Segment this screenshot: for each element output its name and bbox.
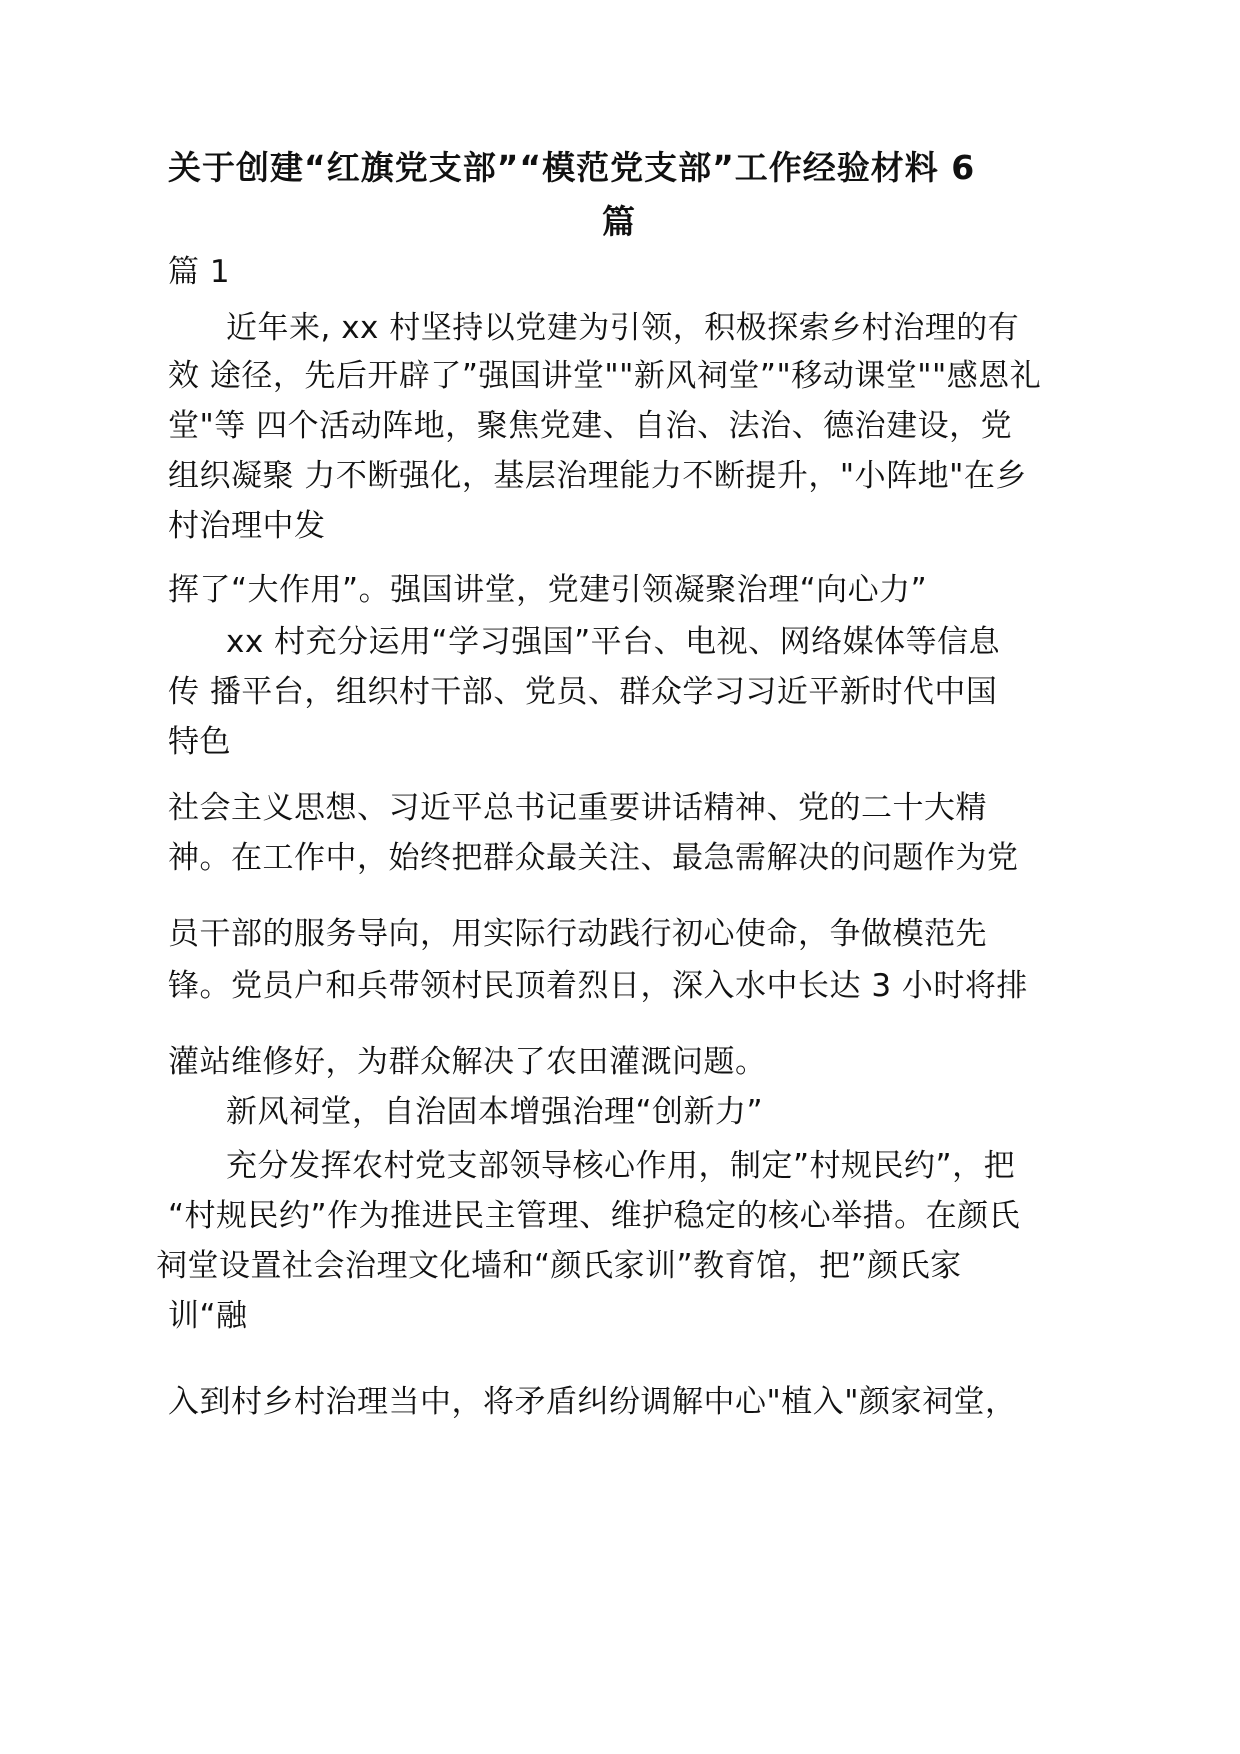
section-label: 篇 1 [168,254,231,290]
document-title-line-1: 关于创建“红旗党支部”“模范党支部”工作经验材料 6 [168,148,976,187]
paragraph-line: “村规民约”作为推进民主管理、维护稳定的核心举措。在颜氏 [168,1198,1021,1234]
paragraph-line: 灌站维修好，为群众解决了农田灌溉问题。 [168,1044,767,1080]
paragraph-line: 充分发挥农村党支部领导核心作用，制定”村规民约”，把 [226,1148,1016,1184]
paragraph-line: 训“融 [168,1298,248,1334]
paragraph-heading: 新风祠堂，自治固本增强治理“创新力” [226,1094,764,1130]
paragraph-line: 社会主义思想、习近平总书记重要讲话精神、党的二十大精 [168,790,987,826]
paragraph-line: 组织凝聚 力不断强化，基层治理能力不断提升，"小阵地"在乡 [168,458,1027,494]
paragraph-line: 传 播平台，组织村干部、党员、群众学习习近平新时代中国 [168,674,998,710]
document-title-line-2: 篇 [602,202,636,241]
paragraph-line: 村治理中发 [168,508,326,544]
paragraph-line: 近年来, xx 村坚持以党建为引领，积极探索乡村治理的有 [226,310,1020,346]
paragraph-line: 堂"等 四个活动阵地，聚焦党建、自治、法治、德治建设，党 [168,408,1013,444]
paragraph-line: xx 村充分运用“学习强国”平台、电视、网络媒体等信息 [226,624,1001,660]
paragraph-line: 员干部的服务导向，用实际行动践行初心使命，争做模范先 [168,916,987,952]
paragraph-line: 挥了“大作用”。强国讲堂，党建引领凝聚治理“向心力” [168,572,928,608]
paragraph-line: 特色 [168,724,231,760]
paragraph-line: 神。在工作中，始终把群众最关注、最急需解决的问题作为党 [168,840,1019,876]
paragraph-line: 效 途径，先后开辟了”强国讲堂""新风祠堂”"移动课堂""感恩礼 [168,358,1042,394]
paragraph-line: 祠堂设置社会治理文化墙和“颜氏家训”教育馆，把”颜氏家 [156,1248,962,1284]
paragraph-line: 入到村乡村治理当中，将矛盾纠纷调解中心"植入"颜家祠堂， [168,1384,1017,1420]
paragraph-line: 锋。党员户和兵带领村民顶着烈日，深入水中长达 3 小时将排 [168,968,1028,1004]
